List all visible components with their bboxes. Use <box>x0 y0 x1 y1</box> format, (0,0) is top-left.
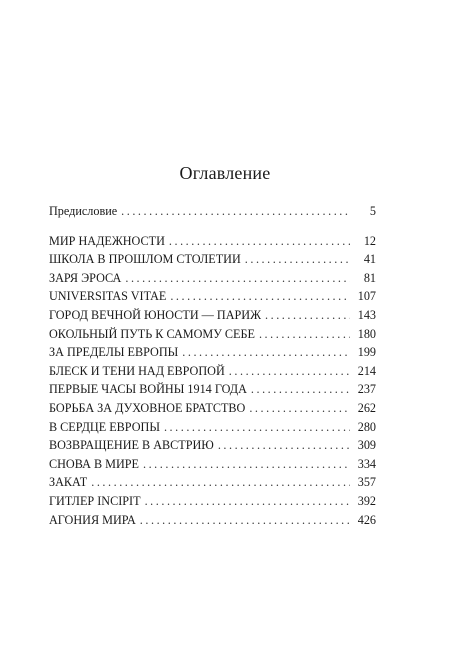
toc-entry <box>49 418 376 437</box>
toc-entry <box>49 380 376 399</box>
toc-entry-label: ПЕРВЫЕ ЧАСЫ ВОЙНЫ 1914 ГОДА <box>49 382 247 397</box>
toc-entry-label: МИР НАДЕЖНОСТИ <box>49 233 165 248</box>
table-of-contents <box>49 202 376 529</box>
toc-entry <box>49 362 376 381</box>
toc-entry-label: ШКОЛА В ПРОШЛОМ СТОЛЕТИИ <box>49 252 241 267</box>
toc-entry-page: 280 <box>357 419 376 434</box>
dot-leader <box>259 325 350 344</box>
dot-leader <box>170 287 350 306</box>
toc-entry-page: 357 <box>357 475 376 490</box>
toc-entry-page: 392 <box>357 493 376 508</box>
toc-entry-label: АГОНИЯ МИРА <box>49 512 136 527</box>
toc-entry-page: 199 <box>357 345 376 360</box>
toc-entry-label: ОКОЛЬНЫЙ ПУТЬ К САМОМУ СЕБЕ <box>49 326 255 341</box>
toc-entry-label: ГИТЛЕР INCIPIT <box>49 493 141 508</box>
toc-entry-label: ЗАРЯ ЭРОСА <box>49 270 122 285</box>
toc-entry-label: ЗА ПРЕДЕЛЫ ЕВРОПЫ <box>49 345 179 360</box>
toc-entry-page: 214 <box>357 363 376 378</box>
toc-entry-label: СНОВА В МИРЕ <box>49 456 139 471</box>
dot-leader <box>229 362 350 381</box>
toc-entry-page: 143 <box>357 307 376 322</box>
dot-leader <box>164 418 350 437</box>
toc-entry-page: 309 <box>357 438 376 453</box>
toc-entry-label: БОРЬБА ЗА ДУХОВНОЕ БРАТСТВО <box>49 400 246 415</box>
toc-entry <box>49 325 376 344</box>
toc-entry <box>49 399 376 418</box>
toc-entry <box>49 269 376 288</box>
toc-entry-page: 12 <box>363 233 376 248</box>
dot-leader <box>169 232 350 251</box>
toc-entry <box>49 232 376 251</box>
dot-leader <box>140 511 350 530</box>
toc-entry <box>49 436 376 455</box>
toc-entry-page: 426 <box>357 512 376 527</box>
toc-entry-page: 107 <box>357 289 376 304</box>
toc-entry <box>49 250 376 269</box>
dot-leader <box>251 380 350 399</box>
toc-entry-label: БЛЕСК И ТЕНИ НАД ЕВРОПОЙ <box>49 363 225 378</box>
toc-entry <box>49 306 376 325</box>
toc-entry-label: В СЕРДЦЕ ЕВРОПЫ <box>49 419 160 434</box>
toc-entry <box>49 287 376 306</box>
toc-entry-page: 180 <box>357 326 376 341</box>
toc-entry-page: 5 <box>369 204 376 218</box>
toc-entry <box>49 473 376 492</box>
page-title: Оглавление <box>179 163 271 183</box>
dot-leader <box>125 269 350 288</box>
toc-entry <box>49 455 376 474</box>
toc-entry <box>49 511 376 530</box>
toc-entry <box>49 343 376 362</box>
toc-entry-page: 262 <box>357 400 376 415</box>
toc-entry-label: ВОЗВРАЩЕНИЕ В АВСТРИЮ <box>49 438 214 453</box>
toc-entry-page: 41 <box>363 252 376 267</box>
toc-entry-page: 237 <box>357 382 376 397</box>
dot-leader <box>265 306 350 325</box>
dot-leader <box>145 492 350 511</box>
toc-entry-label: Предисловие <box>49 204 118 218</box>
dot-leader <box>218 436 350 455</box>
toc-entry-page: 334 <box>357 456 376 471</box>
toc-entry-label: ГОРОД ВЕЧНОЙ ЮНОСТИ — ПАРИЖ <box>49 307 262 322</box>
toc-entry-page: 81 <box>363 270 376 285</box>
toc-entry-label: UNIVERSITAS VITAE <box>49 289 167 304</box>
toc-entry <box>49 492 376 511</box>
dot-leader <box>91 473 350 492</box>
dot-leader <box>249 399 350 418</box>
dot-leader <box>143 455 350 474</box>
toc-entry-label: ЗАКАТ <box>49 475 88 490</box>
dot-leader <box>245 250 350 269</box>
dot-leader <box>121 202 350 221</box>
dot-leader <box>182 343 350 362</box>
toc-entry <box>49 202 376 221</box>
